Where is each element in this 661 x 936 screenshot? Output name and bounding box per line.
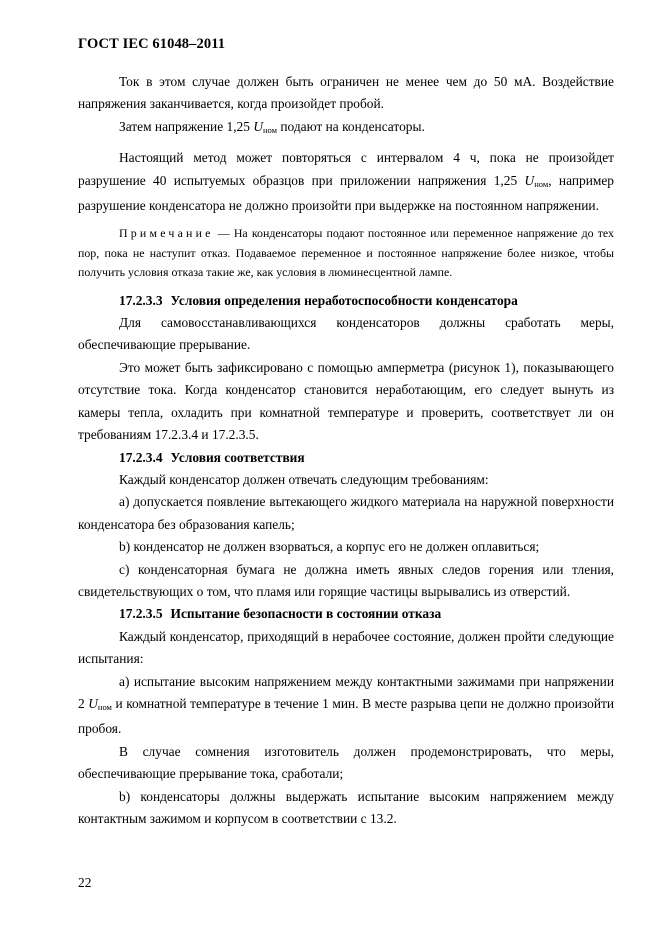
section-heading-17-2-3-5: 17.2.3.5 Испытание безопасности в состоянии отказа	[119, 606, 442, 622]
voltage-symbol: U	[524, 172, 535, 188]
paragraph: Настоящий метод может повторяться с интервалом 4 ч, пока не произойдет разрушение 40 испытуемых образцов при приложении напряжения 1,25 $U_{ном}$, например разрушение конденсатора не должно произойти при выдержке на постоянном напряжении.	[78, 150, 614, 214]
voltage-subscript: ном	[97, 701, 112, 712]
section-heading-17-2-3-3: 17.2.3.3 Условия определения неработоспособности конденсатора	[119, 292, 518, 308]
paragraph: Ток в этом случае должен быть ограничен не менее чем до 50 мА. Воздействие напряжения заканчивается, когда произойдет пробой.	[78, 74, 614, 112]
voltage-subscript: ном	[262, 124, 278, 135]
note	[78, 224, 614, 282]
document-body	[78, 71, 614, 830]
list-item: b) конденсаторы должны выдержать испытание высоким напряжением между контактным зажимом и корпусом в соответствии с 13.2.	[78, 788, 614, 826]
list-item: b) конденсатор не должен взорваться, а корпус его не должен оплавиться;	[119, 539, 540, 555]
list-item: a) испытание высоким напряжением между контактными зажимами при напряжении 2 $U_{ном}$ и комнатной температуре в течение 1 мин. В месте разрыва цепи не должно произойти пробоя.	[78, 673, 614, 737]
page-number: 22	[78, 875, 92, 890]
voltage-symbol: U	[88, 695, 98, 711]
document-header: ГОСТ IEC 61048–2011	[78, 36, 226, 52]
paragraph: Каждый конденсатор, приходящий в нерабочее состояние, должен пройти следующие испытания:	[78, 628, 614, 667]
paragraph: Это может быть зафиксировано с помощью амперметра (рисунок 1), показывающего отсутствие тока. Когда конденсатор становится неработающим, его следует вынуть из камеры тепла, охладить при комнатной температуре и проверить, соответствует ли он требованиям 17.2.3.4 и 17.2.3.5.	[78, 359, 614, 443]
voltage-subscript: ном	[534, 178, 549, 189]
list-item: c) конденсаторная бумага не должна иметь явных следов горения или тления, свидетельствующих о том, что пламя или горящие частицы вырывались из отверстий.	[78, 561, 614, 599]
paragraph: Для самовосстанавливающихся конденсаторов должны сработать меры, обеспечивающие прерывание.	[78, 315, 614, 353]
voltage-symbol: U	[253, 118, 263, 134]
note-label: Примечание	[119, 226, 214, 241]
paragraph: В случае сомнения изготовитель должен продемонстрировать, что меры, обеспечивающие прерывание тока, сработали;	[78, 743, 614, 782]
paragraph: Каждый конденсатор должен отвечать следующим требованиям:	[119, 471, 489, 487]
section-heading-17-2-3-4: 17.2.3.4 Условия соответствия	[119, 449, 305, 465]
paragraph: Затем напряжение 1,25 $U_{ном}$ подают на конденсаторы.	[119, 118, 425, 135]
list-item: a) допускается появление вытекающего жидкого материала на наружной поверхности конденсатора без образования капель;	[78, 494, 614, 532]
note-text: — На конденсаторы подают постоянное или переменное напряжение до тех пор, пока не наступит отказ. Подаваемое переменное и постоянное напряжение более низкое, чтобы получить условия отказа такие же, как условия в люминесцентной лампе.	[78, 226, 614, 280]
